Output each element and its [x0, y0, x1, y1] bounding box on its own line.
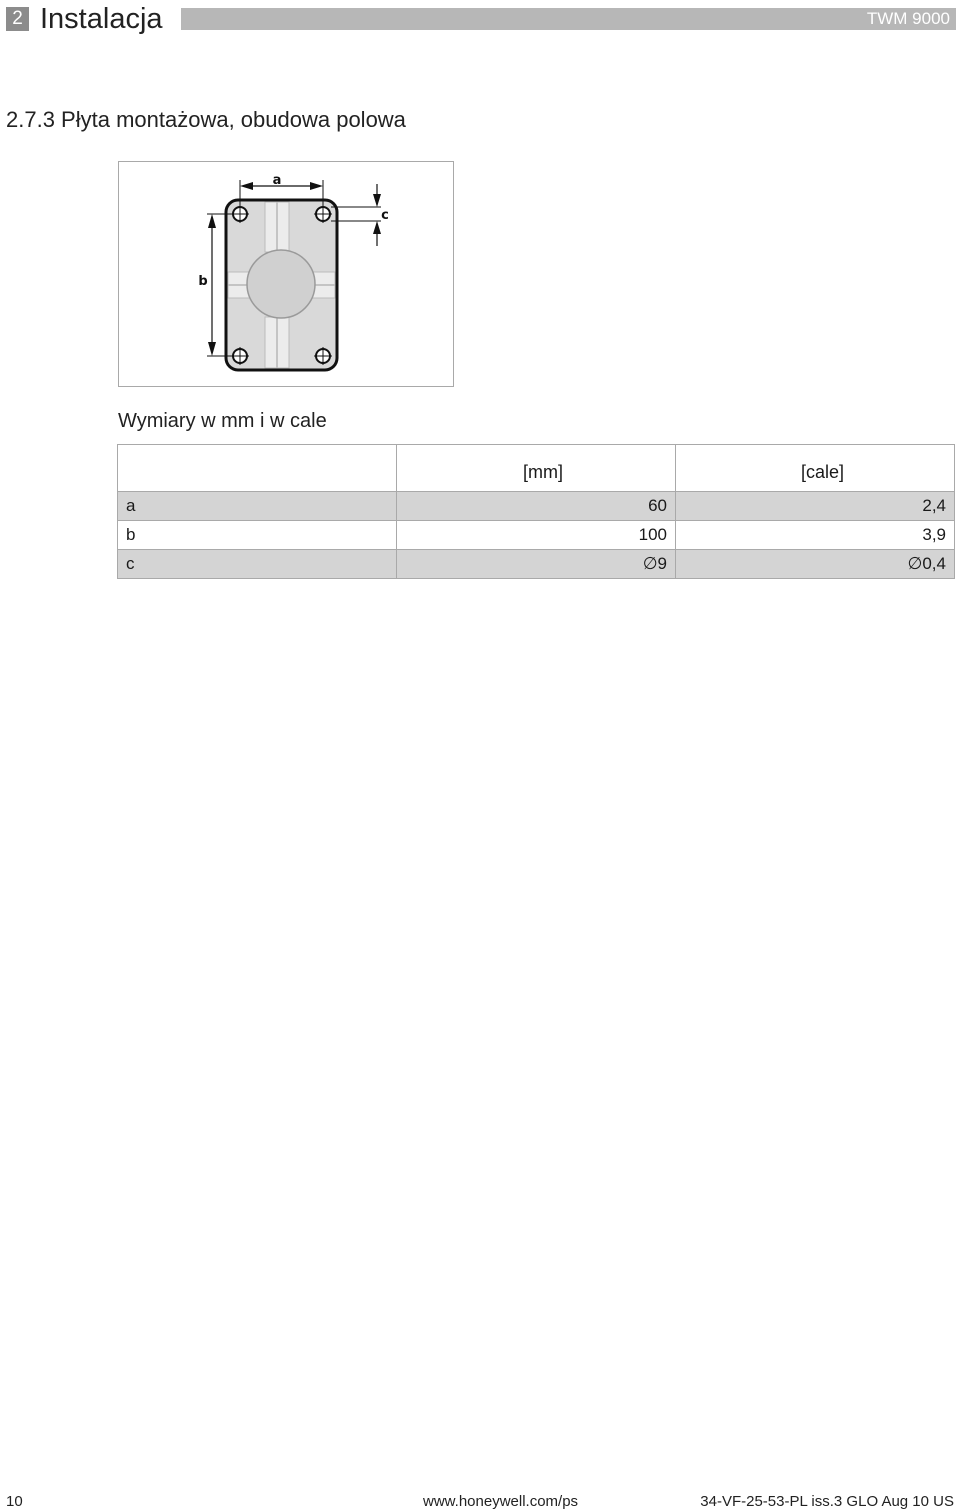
chapter-number: 2: [6, 7, 29, 31]
row-mm: 100: [397, 521, 676, 550]
product-name: TWM 9000: [866, 9, 950, 28]
product-name-bar: [181, 8, 956, 30]
row-label: a: [118, 492, 397, 521]
table-header-row: [118, 445, 955, 492]
page-number: 10: [6, 1493, 23, 1510]
header-mm: [mm]: [397, 445, 676, 492]
dimensions-table: [117, 444, 955, 579]
table-row: [118, 492, 955, 521]
dimension-b-label: b: [198, 274, 208, 289]
document-id: 34-VF-25-53-PL iss.3 GLO Aug 10 US: [700, 1493, 954, 1510]
row-cale: 2,4: [676, 492, 955, 521]
mounting-plate-figure: [118, 161, 454, 387]
dimension-c-label: c: [381, 208, 389, 223]
figure-caption: Wymiary w mm i w cale: [118, 410, 327, 432]
chapter-title: Instalacja: [40, 3, 163, 35]
header-cale: [cale]: [676, 445, 955, 492]
row-mm: ∅9: [397, 550, 676, 579]
table-row: [118, 550, 955, 579]
section-title: 2.7.3 Płyta montażowa, obudowa polowa: [6, 107, 406, 132]
row-mm: 60: [397, 492, 676, 521]
row-cale: ∅0,4: [676, 550, 955, 579]
row-cale: 3,9: [676, 521, 955, 550]
mounting-plate-drawing: [119, 162, 453, 386]
header-empty: [118, 445, 397, 492]
row-label: b: [118, 521, 397, 550]
dimension-a-label: a: [272, 173, 282, 188]
row-label: c: [118, 550, 397, 579]
footer-url[interactable]: www.honeywell.com/ps: [423, 1493, 579, 1510]
page-header: [0, 0, 960, 40]
table-row: [118, 521, 955, 550]
central-boss: [247, 250, 315, 318]
